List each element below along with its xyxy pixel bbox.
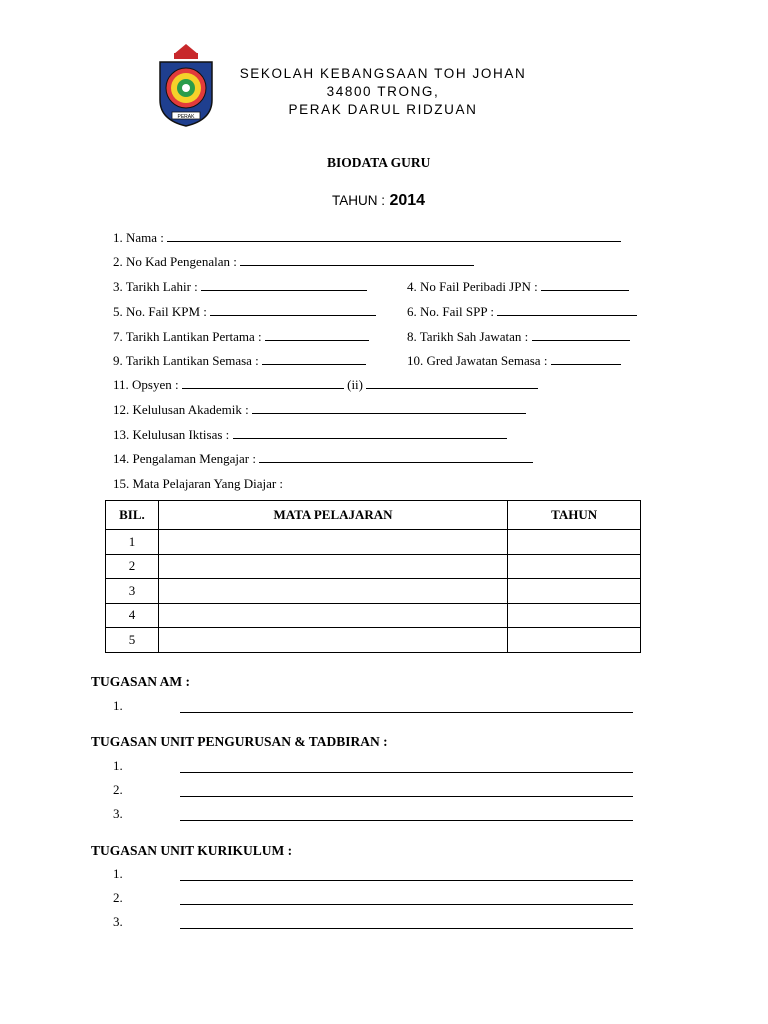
input-line[interactable] (541, 280, 629, 291)
field-no-fail-peribadi-jpn (407, 279, 629, 295)
list-item-number: 1. (113, 698, 123, 713)
field-tarikh-lahir (113, 279, 367, 295)
input-line[interactable] (167, 231, 621, 242)
subject-cell[interactable] (158, 603, 507, 628)
input-line[interactable] (180, 928, 633, 929)
field-label: 13. Kelulusan Iktisas : (113, 427, 230, 442)
input-line[interactable] (497, 305, 637, 316)
row-number: 2 (106, 554, 159, 579)
row-number: 1 (106, 530, 159, 555)
list-item-number: 1. (113, 866, 123, 881)
subject-cell[interactable] (158, 579, 507, 604)
section-tugasan-am-title: TUGASAN AM : (91, 674, 191, 689)
field-opsyen (113, 377, 538, 393)
list-item-number: 3. (113, 914, 123, 929)
table-row (106, 530, 641, 555)
field-label: 9. Tarikh Lantikan Semasa : (113, 353, 259, 368)
input-line[interactable] (551, 354, 621, 365)
field-label: 12. Kelulusan Akademik : (113, 402, 249, 417)
field-label: 6. No. Fail SPP : (407, 304, 494, 319)
field-no-fail-spp (407, 304, 637, 320)
field-gred-jawatan-semasa (407, 353, 621, 369)
subject-cell[interactable] (158, 530, 507, 555)
list-item-number: 3. (113, 806, 123, 821)
table-row (106, 603, 641, 628)
row-number: 5 (106, 628, 159, 653)
field-tarikh-lantikan-pertama (113, 329, 369, 345)
list-item-number: 2. (113, 890, 123, 905)
year-value: 2014 (389, 192, 426, 209)
school-address-line-2: PERAK DARUL RIDZUAN (288, 102, 478, 117)
school-address-line-1: 34800 TRONG, (326, 84, 440, 99)
field-label: 11. Opsyen : (113, 377, 179, 392)
field-label: 5. No. Fail KPM : (113, 304, 207, 319)
year-cell[interactable] (508, 603, 641, 628)
school-name: SEKOLAH KEBANGSAAN TOH JOHAN (239, 66, 527, 81)
field-kelulusan-akademik (113, 402, 526, 418)
table-row (106, 554, 641, 579)
subject-cell[interactable] (158, 628, 507, 653)
input-line[interactable] (210, 305, 376, 316)
field-no-fail-kpm (113, 304, 376, 320)
field-label: 1. Nama : (113, 230, 164, 245)
input-line[interactable] (180, 712, 633, 713)
table-header-tahun: TAHUN (508, 501, 641, 530)
input-line[interactable] (180, 880, 633, 881)
table-row (106, 579, 641, 604)
year-cell[interactable] (508, 579, 641, 604)
input-line[interactable] (180, 904, 633, 905)
field-mata-pelajaran-diajar: 15. Mata Pelajaran Yang Diajar : (113, 476, 284, 491)
input-line[interactable] (366, 378, 538, 389)
field-kelulusan-iktisas (113, 427, 507, 443)
section-kurikulum-title: TUGASAN UNIT KURIKULUM : (91, 843, 293, 858)
input-line[interactable] (182, 378, 344, 389)
field-label: 10. Gred Jawatan Semasa : (407, 353, 548, 368)
table-header-mata-pelajaran: MATA PELAJARAN (158, 501, 507, 530)
logo-text: PERAK (177, 114, 195, 120)
field-label: 14. Pengalaman Mengajar : (113, 451, 256, 466)
input-line[interactable] (180, 796, 633, 797)
form-title: BIODATA GURU (327, 155, 431, 170)
row-number: 3 (106, 579, 159, 604)
subject-table (105, 500, 641, 653)
field-tarikh-sah-jawatan (407, 329, 630, 345)
input-line[interactable] (532, 330, 630, 341)
field-label: 8. Tarikh Sah Jawatan : (407, 329, 529, 344)
school-crest-logo (154, 42, 218, 128)
year-cell[interactable] (508, 554, 641, 579)
table-header-row (106, 501, 641, 530)
row-number: 4 (106, 603, 159, 628)
list-item-number: 1. (113, 758, 123, 773)
field-nama (113, 230, 621, 246)
subject-cell[interactable] (158, 554, 507, 579)
year-label: TAHUN : (332, 193, 385, 208)
field-label-ii: (ii) (347, 377, 363, 392)
input-line[interactable] (259, 452, 533, 463)
list-item-number: 2. (113, 782, 123, 797)
table-row (106, 628, 641, 653)
field-label: 3. Tarikh Lahir : (113, 279, 198, 294)
field-pengalaman-mengajar (113, 451, 533, 467)
field-no-kad-pengenalan (113, 254, 474, 270)
year-cell[interactable] (508, 628, 641, 653)
input-line[interactable] (265, 330, 369, 341)
input-line[interactable] (240, 255, 474, 266)
input-line[interactable] (201, 280, 367, 291)
input-line[interactable] (180, 820, 633, 821)
field-label: 4. No Fail Peribadi JPN : (407, 279, 538, 294)
field-tarikh-lantikan-semasa (113, 353, 366, 369)
year-cell[interactable] (508, 530, 641, 555)
table-header-bil: BIL. (106, 501, 159, 530)
field-label: 7. Tarikh Lantikan Pertama : (113, 329, 262, 344)
input-line[interactable] (252, 403, 526, 414)
section-pengurusan-title: TUGASAN UNIT PENGURUSAN & TADBIRAN : (91, 734, 388, 749)
input-line[interactable] (180, 772, 633, 773)
input-line[interactable] (262, 354, 366, 365)
input-line[interactable] (233, 428, 507, 439)
field-label: 2. No Kad Pengenalan : (113, 254, 237, 269)
